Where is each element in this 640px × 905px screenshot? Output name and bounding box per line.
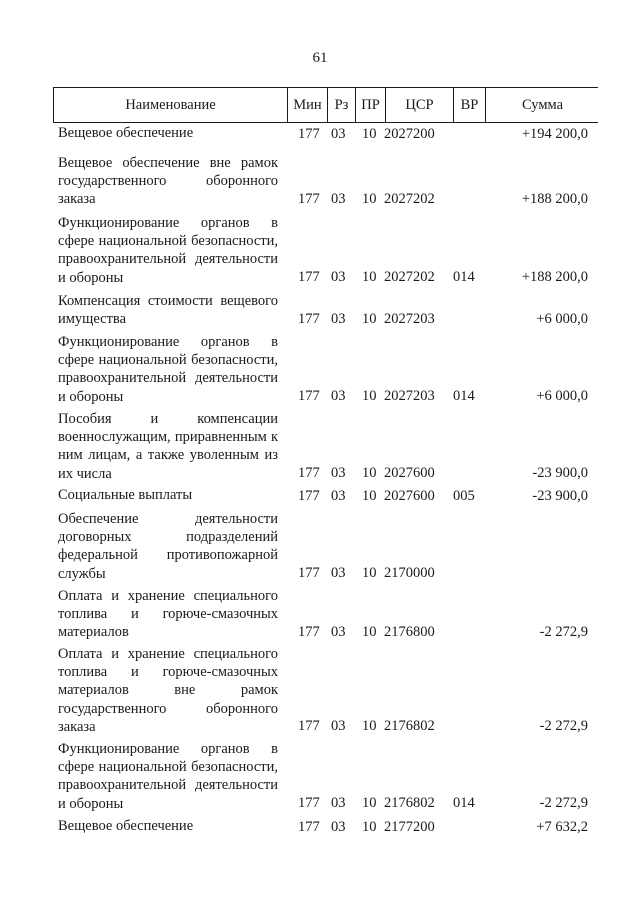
row-name: Оплата и хранение специального топлива и горюче-смазочных материалов [58,588,278,641]
row-csr: 2176802 [384,718,435,734]
row-min: 177 [298,191,320,207]
row-name: Функционирование органов в сфере национальной безопасности, правоохранительной деятельности и обороны [58,741,278,812]
row-pr: 10 [362,565,377,581]
row-sum: +6 000,0 [536,311,588,327]
row-vr: 014 [453,269,475,285]
row-min: 177 [298,795,320,811]
row-pr: 10 [362,126,377,142]
row-pr: 10 [362,269,377,285]
row-name: Обеспечение деятельности договорных подразделений федеральной противопожарной службы [58,511,278,582]
row-csr: 2170000 [384,565,435,581]
row-rz: 03 [331,624,346,640]
table-header [53,87,598,123]
column-header-pr: ПР [355,88,385,122]
table-row [0,154,640,208]
column-header-csr: ЦСР [385,88,453,122]
row-sum: -23 900,0 [532,465,588,481]
row-min: 177 [298,269,320,285]
row-rz: 03 [331,191,346,207]
column-header-min: Мин [287,88,327,122]
table-row [0,410,640,482]
row-min: 177 [298,311,320,327]
row-rz: 03 [331,311,346,327]
row-min: 177 [298,819,320,835]
row-name: Вещевое обеспечение [58,125,194,141]
row-csr: 2027202 [384,191,435,207]
row-csr: 2027203 [384,388,435,404]
column-header-rz: Рз [327,88,355,122]
row-pr: 10 [362,795,377,811]
table-row [0,645,640,735]
row-name: Оплата и хранение специального топлива и горюче-смазочных материалов вне рамок государственного оборонного заказа [58,646,278,735]
row-csr: 2027202 [384,269,435,285]
row-pr: 10 [362,191,377,207]
table-row [0,333,640,405]
row-sum: +188 200,0 [521,191,588,207]
row-csr: 2027600 [384,488,435,504]
row-rz: 03 [331,488,346,504]
row-pr: 10 [362,311,377,327]
row-rz: 03 [331,388,346,404]
table-row [0,292,640,328]
table-row [0,124,640,143]
row-csr: 2027200 [384,126,435,142]
row-sum: -23 900,0 [532,488,588,504]
column-header-vr: ВР [453,88,485,122]
row-csr: 2176800 [384,624,435,640]
row-min: 177 [298,565,320,581]
table-row [0,510,640,582]
row-name: Функционирование органов в сфере национальной безопасности, правоохранительной деятельности и обороны [58,334,278,405]
row-rz: 03 [331,269,346,285]
row-csr: 2027600 [384,465,435,481]
page-number: 61 [312,50,328,66]
row-rz: 03 [331,465,346,481]
row-rz: 03 [331,718,346,734]
row-sum: +7 632,2 [536,819,588,835]
row-name: Вещевое обеспечение [58,818,194,834]
row-pr: 10 [362,388,377,404]
column-header-sum: Сумма [485,88,599,122]
row-sum: -2 272,9 [539,795,588,811]
row-csr: 2177200 [384,819,435,835]
table-row [0,740,640,812]
row-rz: 03 [331,795,346,811]
row-vr: 014 [453,388,475,404]
table-row [0,587,640,641]
row-pr: 10 [362,624,377,640]
row-sum: -2 272,9 [539,624,588,640]
row-name: Пособия и компенсации военнослужащим, приравненным к ним лицам, а также уволенным из их числа [58,411,278,482]
row-sum: +6 000,0 [536,388,588,404]
row-min: 177 [298,126,320,142]
row-sum: +188 200,0 [521,269,588,285]
row-min: 177 [298,488,320,504]
table-row [0,214,640,286]
row-rz: 03 [331,819,346,835]
row-name: Вещевое обеспечение вне рамок государственного оборонного заказа [58,155,278,208]
row-rz: 03 [331,126,346,142]
row-vr: 014 [453,795,475,811]
row-min: 177 [298,624,320,640]
row-vr: 005 [453,488,475,504]
row-rz: 03 [331,565,346,581]
row-min: 177 [298,465,320,481]
row-name: Компенсация стоимости вещевого имущества [58,293,278,328]
row-name: Социальные выплаты [58,487,193,503]
row-sum: -2 272,9 [539,718,588,734]
row-name: Функционирование органов в сфере национальной безопасности, правоохранительной деятельности и обороны [58,215,278,286]
row-pr: 10 [362,488,377,504]
row-pr: 10 [362,465,377,481]
row-pr: 10 [362,819,377,835]
column-header-name: Наименование [125,97,216,113]
row-csr: 2176802 [384,795,435,811]
row-min: 177 [298,388,320,404]
row-sum: +194 200,0 [521,126,588,142]
table-row [0,486,640,505]
row-csr: 2027203 [384,311,435,327]
row-pr: 10 [362,718,377,734]
row-min: 177 [298,718,320,734]
table-row [0,817,640,836]
